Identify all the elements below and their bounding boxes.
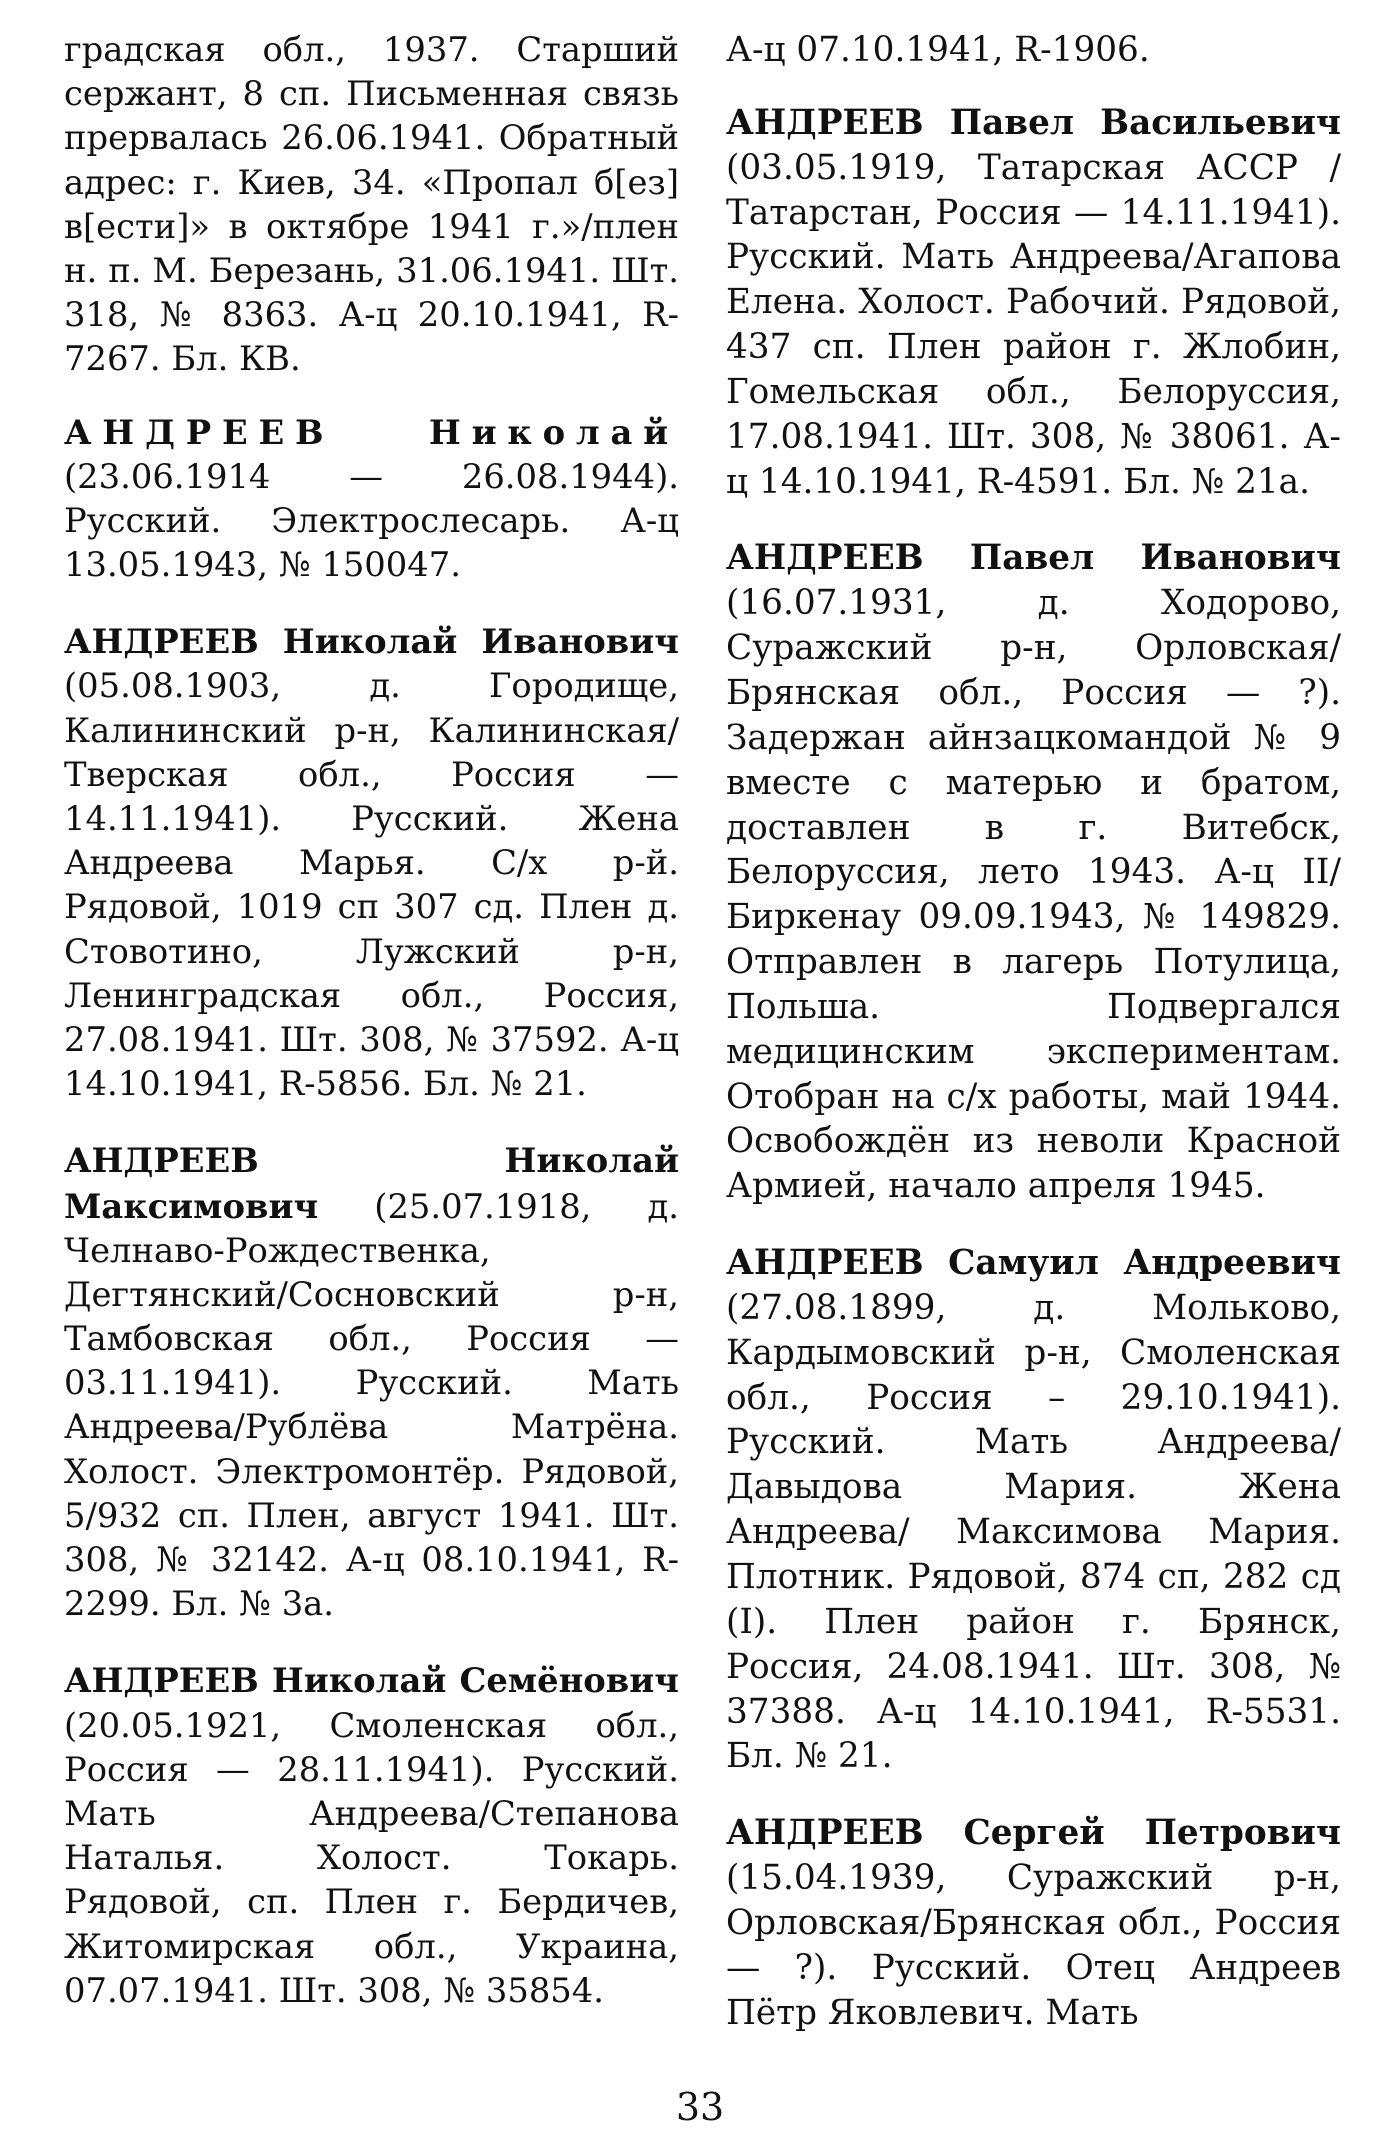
entry-andreev-nikolai-ivanovich — [64, 619, 679, 1106]
entry-text: (16.07.1931, д. Ходорово, Суражский р-н, Орловская/Брянская обл., Россия — ?). Задержан айнзацкомандой № 9 вместе с матерью и братом, доставлен в г. Витебск, Белоруссия, лето 1943. А-ц II/Биркенау 09.09.1943, № 149829. Отправлен в лагерь Потулица, Польша. Подвергался медицинским экспериментам. Отобран на с/х работы, май 1944. Освобождён из неволи Красной Армией, начало апреля 1945. — [726, 583, 1341, 1207]
entry-name: АНДРЕЕВ Николай Семёнович — [64, 1660, 679, 1701]
entry-name: АНДРЕЕВ Николай Иванович — [64, 621, 679, 662]
entry-andreev-pavel-vasilievich — [726, 101, 1341, 505]
entry-andreev-sergei-petrovich — [726, 1811, 1341, 2035]
entry-text: (23.06.1914 — 26.08.1944). Русский. Электрослесарь. А-ц 13.05.1943, № 150047. — [64, 456, 679, 585]
entry-text: (27.08.1899, д. Мольково, Кардымовский р-н, Смоленская обл., Россия – 29.10.1941). Русский. Мать Андреева/Давыдова Мария. Жена Андреева/ Максимова Мария. Плотник. Рядовой, 874 сп, 282 сд (I). Плен район г. Брянск, Россия, 24.08.1941. Шт. 308, № 37388. А-ц 14.10.1941, R-5531. Бл. № 21. — [726, 1287, 1341, 1777]
entry-andreev-nikolai-semenovich — [64, 1658, 679, 2013]
left-column — [64, 28, 679, 2045]
entry-text: (25.07.1918, д. Челнаво-Рождественка, Дегтянский/Сосновский р-н, Тамбовская обл., Россия — 03.11.1941). Русский. Мать Андреева/Рублёва Матрёна. Холост. Электромонтёр. Рядовой, 5/932 сп. Плен, август 1941. Шт. 308, № 32142. А-ц 08.10.1941, R-2299. Бл. № 3а. — [64, 1186, 679, 1624]
entry-text: (15.04.1939, Суражский р-н, Орловская/Брянская обл., Россия — ?). Русский. Отец Андреев Пётр Яковлевич. Мать — [726, 1858, 1341, 2033]
entry-text: (05.08.1903, д. Городище, Калининский р-н, Калининская/Тверская обл., Россия — 14.11.1941). Русский. Жена Андреева Марья. С/х р-й. Рядовой, 1019 сп 307 сд. Плен д. Стовотино, Лужский р-н, Ленинградская обл., Россия, 27.08.1941. Шт. 308, № 37592. А-ц 14.10.1941, R-5856. Бл. № 21. — [64, 666, 679, 1104]
entry-text: А-ц 07.10.1941, R-1906. — [726, 30, 1150, 70]
entry-andreev-nikolai — [64, 410, 679, 588]
entry-name: АНДРЕЕВ Сергей Петрович — [726, 1813, 1341, 1854]
page-number: 33 — [675, 2085, 725, 2129]
entry-name: АНДРЕЕВ Николай — [64, 411, 679, 452]
entry-name: АНДРЕЕВ Николай Максимович — [64, 1140, 679, 1226]
entry-text: (03.05.1919, Татарская АССР / Татарстан, Россия — 14.11.1941). Русский. Мать Андреева/Агапова Елена. Холост. Рабочий. Рядовой, 437 сп. Плен район г. Жлобин, Гомельская обл., Белоруссия, 17.08.1941. Шт. 308, № 38061. А-ц 14.10.1941, R-4591. Бл. № 21а. — [726, 147, 1341, 502]
entry-continuation — [64, 28, 679, 382]
entry-name: АНДРЕЕВ Павел Васильевич — [726, 102, 1341, 143]
entry-andreev-samuil-andreevich — [726, 1241, 1341, 1779]
entry-andreev-pavel-ivanovich — [726, 536, 1341, 1209]
right-column — [726, 28, 1341, 2067]
entry-andreev-nikolai-maksimovich — [64, 1138, 679, 1626]
entry-name: АНДРЕЕВ Павел Иванович — [726, 538, 1341, 579]
entry-text: (20.05.1921, Смоленская обл., Россия — 28.11.1941). Русский. Мать Андреева/Степанова Наталья. Холост. Токарь. Рядовой, сп. Плен г. Бердичев, Житомирская обл., Украина, 07.07.1941. Шт. 308, № 35854. — [64, 1705, 679, 2010]
entry-text: градская обл., 1937. Старший сержант, 8 сп. Письменная связь прервалась 26.06.1941. Обратный адрес: г. Киев, 34. «Пропал б[ез] в[ести]» в октябре 1941 г.»/плен н. п. М. Березань, 31.06.1941. Шт. 318, № 8363. А-ц 20.10.1941, R-7267. Бл. КВ. — [64, 30, 679, 379]
entry-continuation — [726, 28, 1341, 73]
entry-name: АНДРЕЕВ Самуил Андреевич — [726, 1243, 1341, 1284]
